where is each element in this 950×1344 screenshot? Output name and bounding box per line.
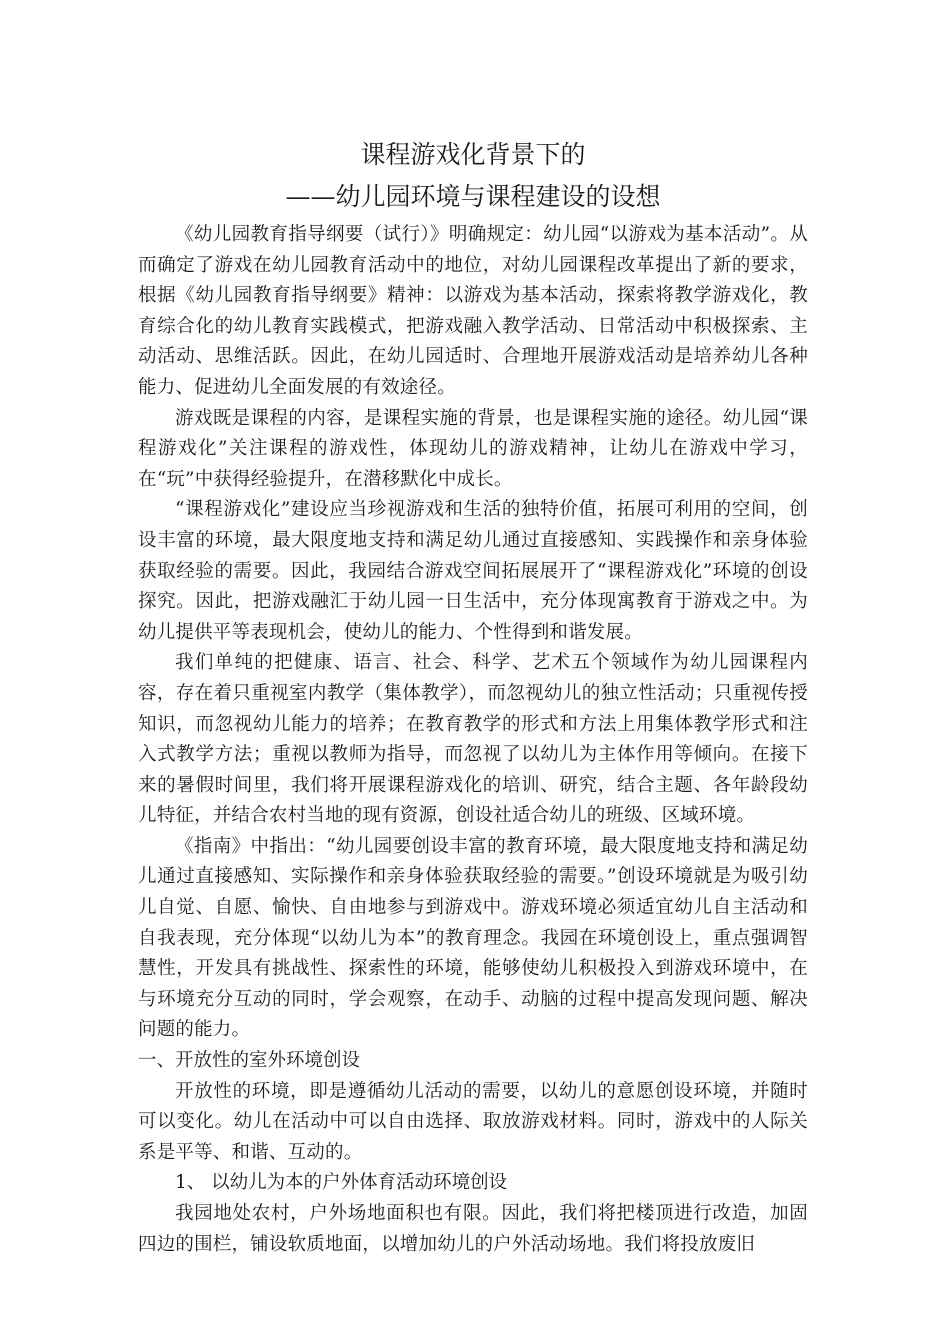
- document-subtitle: ——幼儿园环境与课程建设的设想: [285, 182, 661, 211]
- paragraph-3: “课程游戏化”建设应当珍视游戏和生活的独特价值，拓展可利用的空间，创设丰富的环境，最大限度地支持和满足幼儿通过直接感知、实践操作和亲身体验获取经验的需要。因此，我园结合游戏空间拓展展开了“课程游戏化”环境的创设探究。因此，把游戏融汇于幼儿园一日生活中，充分体现寓教育于游戏之中。为幼儿提供平等表现机会，使幼儿的能力、个性得到和谐发展。: [138, 499, 808, 643]
- section-heading: 一、开放性的室外环境创设: [138, 1050, 361, 1072]
- document-title: 课程游戏化背景下的: [360, 140, 586, 169]
- document-page: [138, 128, 808, 1260]
- paragraph-4: 我们单纯的把健康、语言、社会、科学、艺术五个领域作为幼儿园课程内容，存在着只重视室内教学（集体教学），而忽视幼儿的独立性活动；只重视传授知识，而忽视幼儿能力的培养；在教育教学的形式和方法上用集体教学形式和注入式教学方法；重视以教师为指导，而忽视了以幼儿为主体作用等倾向。在接下来的暑假时间里，我们将开展课程游戏化的培训、研究，结合主题、各年龄段幼儿特征，并结合农村当地的现有资源，创设社适合幼儿的班级、区域环境。: [138, 652, 808, 827]
- subsection-heading: 1、 以幼儿为本的户外体育活动环境创设: [175, 1172, 508, 1194]
- subsection-paragraph: 我园地处农村，户外场地面积也有限。因此，我们将把楼顶进行改造，加固四边的围栏，铺设软质地面，以增加幼儿的户外活动场地。我们将投放废旧: [138, 1203, 808, 1255]
- paragraph-5: 《指南》中指出：“幼儿园要创设丰富的教育环境，最大限度地支持和满足幼儿通过直接感知、实际操作和亲身体验获取经验的需要。”创设环境就是为吸引幼儿自觉、自愿、愉快、自由地参与到游戏中。游戏环境必须适宜幼儿自主活动和自我表现，充分体现“以幼儿为本”的教育理念。我园在环境创设上，重点强调智慧性，开发具有挑战性、探索性的环境，能够使幼儿积极投入到游戏环境中，在与环境充分互动的同时，学会观察，在动手、动脑的过程中提高发现问题、解决问题的能力。: [138, 835, 808, 1041]
- section-paragraph: 开放性的环境，即是遵循幼儿活动的需要，以幼儿的意愿创设环境，并随时可以变化。幼儿在活动中可以自由选择、取放游戏材料。同时，游戏中的人际关系是平等、和谐、互动的。: [138, 1080, 808, 1163]
- paragraph-1: 《幼儿园教育指导纲要（试行）》明确规定：幼儿园“以游戏为基本活动”。从而确定了游戏在幼儿园教育活动中的地位，对幼儿园课程改革提出了新的要求，根据《幼儿园教育指导纲要》精神：以游戏为基本活动，探索将教学游戏化，教育综合化的幼儿教育实践模式，把游戏融入教学活动、日常活动中积极探索、主动活动、思维活跃。因此，在幼儿园适时、合理地开展游戏活动是培养幼儿各种能力、促进幼儿全面发展的有效途径。: [138, 224, 808, 398]
- paragraph-2: 游戏既是课程的内容，是课程实施的背景，也是课程实施的途径。幼儿园“课程游戏化”关注课程的游戏性，体现幼儿的游戏精神，让幼儿在游戏中学习，在“玩”中获得经验提升，在潜移默化中成长。: [138, 407, 808, 490]
